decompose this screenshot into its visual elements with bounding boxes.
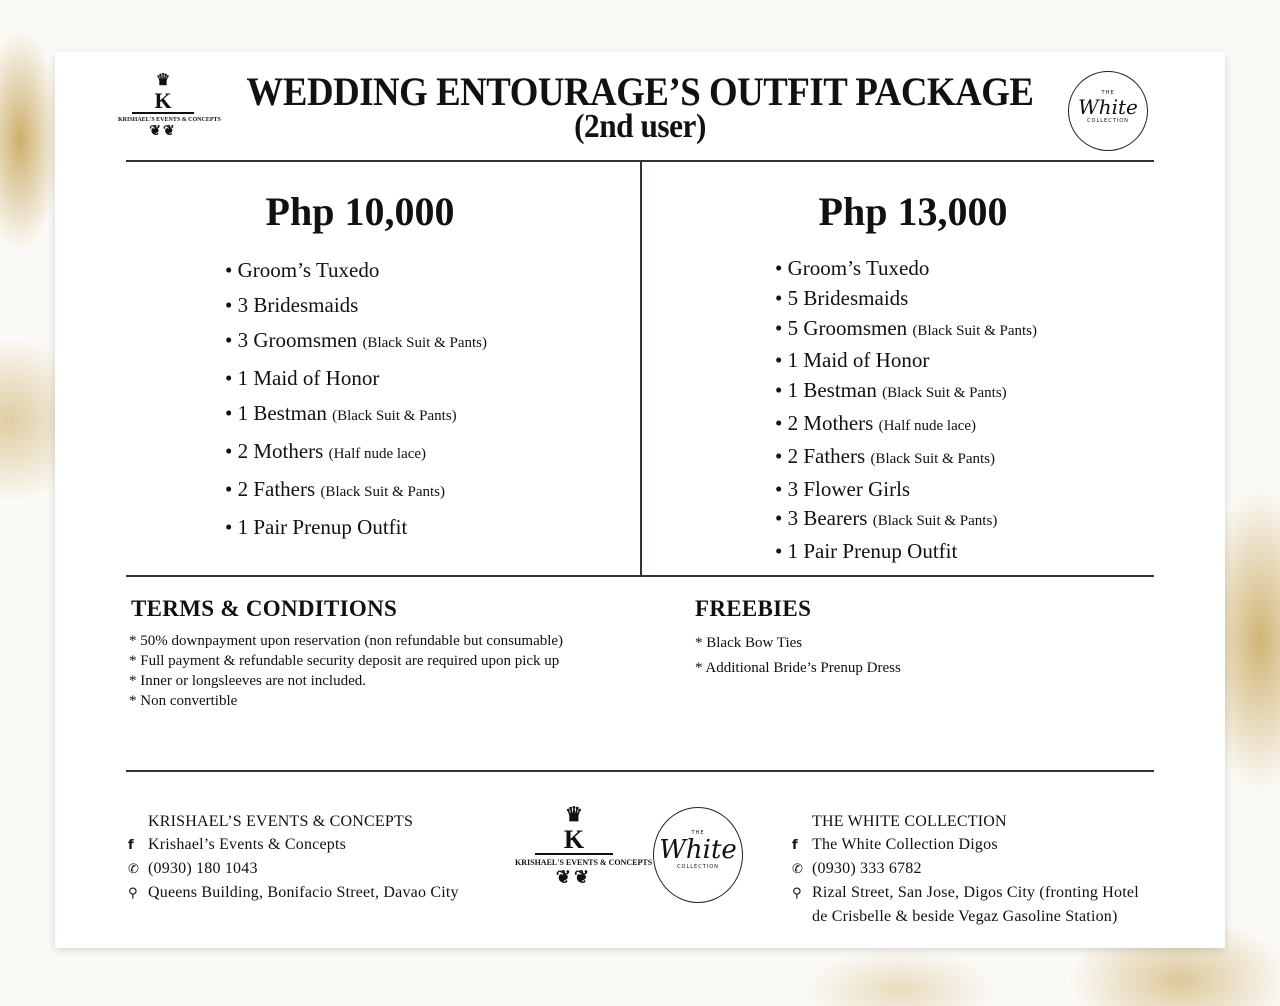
term-item: * 50% downpayment upon reservation (non refundable but consumable) <box>129 633 564 649</box>
logo-bottom: COLLECTION <box>1087 118 1129 124</box>
item-label: • 3 Groomsmen <box>225 328 358 352</box>
item-label: • 3 Bridesmaids <box>225 293 359 317</box>
term-item: * Full payment & refundable security deposit are required upon pick up <box>129 653 560 669</box>
phone-number: (0930) 333 6782 <box>812 860 922 877</box>
address: Queens Building, Bonifacio Street, Davao City <box>148 884 459 901</box>
package-item <box>775 537 1037 567</box>
phone-icon: ✆ <box>792 862 804 877</box>
item-label: • 2 Fathers <box>775 443 866 468</box>
item-note: (Black Suit & Pants) <box>912 322 1038 339</box>
page-title: WEDDING ENTOURAGE’S OUTFIT PACKAGE <box>246 69 1034 114</box>
logo-name: KRISHAEL'S EVENTS & CONCEPTS <box>118 117 221 123</box>
item-note: (Half nude lace) <box>878 417 977 434</box>
item-label: • 5 Groomsmen <box>775 315 908 340</box>
logo-bottom: COLLECTION <box>677 864 719 870</box>
package-item <box>775 504 1037 537</box>
facebook-icon: f <box>792 838 798 853</box>
item-label: • Groom’s Tuxedo <box>775 256 930 280</box>
item-note: (Black Suit & Pants) <box>362 335 488 351</box>
footer-krishael <box>128 810 459 905</box>
freebies-list <box>695 631 901 681</box>
package-item <box>225 288 487 323</box>
package-item <box>775 409 1037 442</box>
address: Rizal Street, San Jose, Digos City (fronting Hotel <box>812 884 1139 901</box>
logo-letter: K <box>535 827 613 855</box>
item-label: • 1 Maid of Honor <box>225 366 380 390</box>
item-note: (Black Suit & Pants) <box>870 450 996 467</box>
facebook-link[interactable]: Krishael’s Events & Concepts <box>148 836 347 853</box>
item-note: (Black Suit & Pants) <box>332 408 457 424</box>
krishael-logo-footer <box>515 802 653 906</box>
item-label: • 3 Flower Girls <box>775 476 911 501</box>
divider <box>126 575 1154 577</box>
package-item <box>225 434 487 472</box>
location-pin-icon: ⚲ <box>792 886 802 901</box>
ornament-icon: ❦❦ <box>149 124 177 139</box>
package-item <box>225 253 487 288</box>
phone-icon: ✆ <box>128 862 140 877</box>
item-label: • Groom’s Tuxedo <box>225 258 380 282</box>
phone-number: (0930) 180 1043 <box>148 860 258 877</box>
package-item <box>225 510 487 545</box>
logo-top: THE <box>1101 90 1115 96</box>
facebook-link[interactable]: The White Collection Digos <box>812 836 998 853</box>
package-item <box>775 254 1037 284</box>
item-label: • 2 Mothers <box>775 410 874 435</box>
package-item <box>775 346 1037 376</box>
crown-icon: ♛ <box>155 72 171 89</box>
logo-letter: K <box>132 90 194 114</box>
facebook-icon: f <box>128 838 134 853</box>
business-name: KRISHAEL’S EVENTS & CONCEPTS <box>148 813 414 830</box>
item-label: • 1 Pair Prenup Outfit <box>775 539 958 564</box>
logo-top: THE <box>691 830 705 836</box>
package-items <box>775 254 1037 567</box>
flyer-card <box>55 52 1225 948</box>
item-label: • 5 Bridesmaids <box>775 285 909 310</box>
item-label: • 2 Mothers <box>225 439 324 463</box>
divider <box>640 162 642 576</box>
package-item <box>775 314 1037 347</box>
item-label: • 2 Fathers <box>225 477 316 501</box>
logo-script: White <box>1078 95 1138 119</box>
freebie-item: * Black Bow Ties <box>695 635 803 651</box>
package-item <box>775 442 1037 475</box>
item-note: (Half nude lace) <box>328 446 427 462</box>
package-price: Php 10,000 <box>265 189 455 234</box>
item-note: (Black Suit & Pants) <box>872 513 998 530</box>
package-item <box>225 361 487 396</box>
package-item <box>775 376 1037 409</box>
package-price: Php 13,000 <box>818 189 1008 234</box>
package-item <box>225 323 487 361</box>
package-item <box>775 475 1037 505</box>
ornament-icon: ❦❦ <box>555 867 593 887</box>
item-label: • 1 Maid of Honor <box>775 348 930 373</box>
footer-white-collection <box>792 810 1139 928</box>
item-label: • 3 Bearers <box>775 506 868 531</box>
package-item <box>225 472 487 510</box>
white-collection-logo-footer <box>653 807 743 903</box>
crown-icon: ♛ <box>565 804 583 826</box>
page-subtitle: (2nd user) <box>574 108 706 145</box>
package-items <box>225 253 487 545</box>
package-item <box>775 284 1037 314</box>
freebies-heading: FREEBIES <box>695 596 812 621</box>
logo-name: KRISHAEL'S EVENTS & CONCEPTS <box>515 858 653 867</box>
terms-heading: TERMS & CONDITIONS <box>131 596 398 621</box>
divider <box>126 770 1154 772</box>
package-item <box>225 396 487 434</box>
item-note: (Black Suit & Pants) <box>882 385 1007 402</box>
business-name: THE WHITE COLLECTION <box>812 813 1007 830</box>
item-label: • 1 Bestman <box>225 401 327 425</box>
item-label: • 1 Pair Prenup Outfit <box>225 515 408 539</box>
term-item: * Inner or longsleeves are not included. <box>129 673 367 689</box>
logo-script: White <box>659 835 737 865</box>
location-pin-icon: ⚲ <box>128 886 138 901</box>
address-line-2: de Crisbelle & beside Vegaz Gasoline Station) <box>812 908 1118 925</box>
freebie-item: * Additional Bride’s Prenup Dress <box>695 660 901 676</box>
item-note: (Black Suit & Pants) <box>320 484 446 500</box>
term-item: * Non convertible <box>129 693 238 709</box>
white-collection-logo <box>1068 71 1148 151</box>
item-label: • 1 Bestman <box>775 378 877 403</box>
terms-list <box>129 631 563 711</box>
